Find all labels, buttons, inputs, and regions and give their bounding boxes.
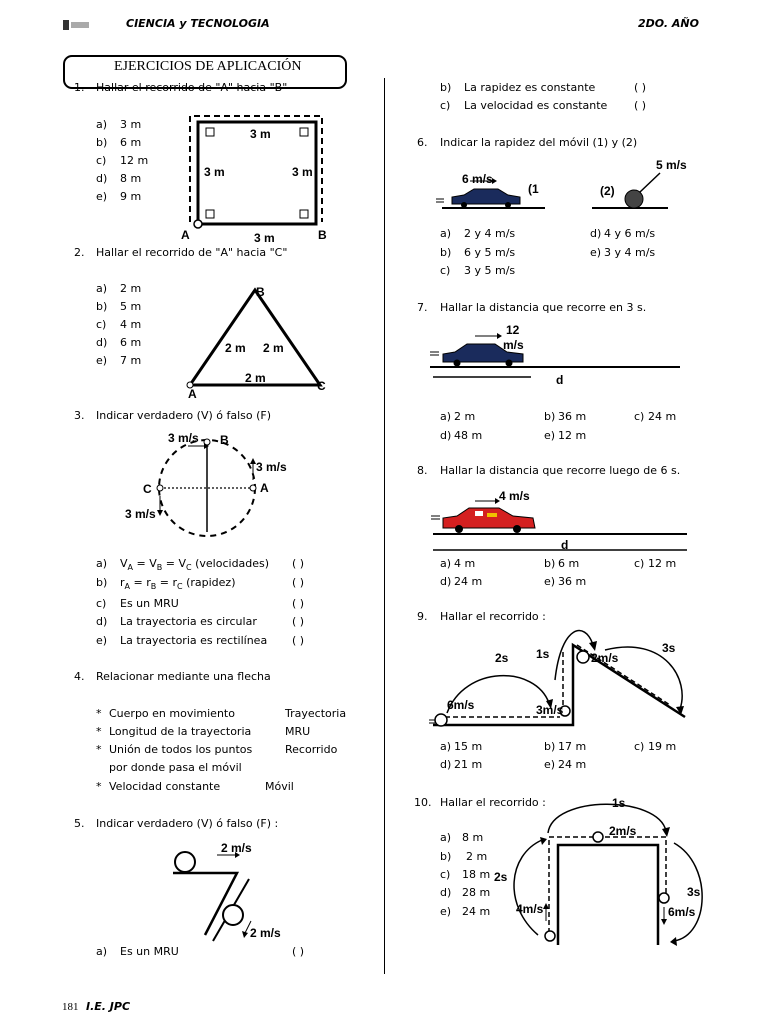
q10-text: Hallar el recorrido : bbox=[440, 796, 546, 809]
option-value: 3 y 4 m/s bbox=[604, 246, 656, 259]
item-text: Es un MRU bbox=[120, 597, 179, 610]
option-label: c) bbox=[96, 318, 107, 331]
option-value: 4 m bbox=[120, 318, 142, 331]
answer-blank[interactable]: ( ) bbox=[634, 81, 647, 94]
match-right-item[interactable]: Recorrido bbox=[285, 743, 338, 756]
answer-blank[interactable]: ( ) bbox=[292, 576, 305, 589]
footer bbox=[62, 1000, 130, 1013]
q9-time-1: 2s bbox=[495, 651, 509, 665]
page-number: 181 bbox=[62, 1001, 79, 1013]
bullet: * bbox=[96, 743, 102, 756]
option-label: a) bbox=[440, 831, 452, 844]
q8-number: 8. bbox=[417, 464, 428, 477]
option-label: d) bbox=[590, 227, 602, 240]
option-label: a) bbox=[440, 740, 452, 753]
q5-seven-figure bbox=[165, 835, 295, 945]
match-left-item[interactable]: Velocidad constante bbox=[109, 780, 221, 793]
school-logo bbox=[62, 17, 92, 31]
q2-point-a: A bbox=[188, 387, 197, 401]
bullet: * bbox=[96, 780, 102, 793]
answer-blank[interactable]: ( ) bbox=[292, 634, 305, 647]
q10-figure bbox=[488, 795, 713, 955]
option-label: b) bbox=[544, 557, 556, 570]
q6-ball-speed: 5 m/s bbox=[656, 158, 687, 172]
car-icon bbox=[452, 189, 520, 208]
q2-point-c: C bbox=[317, 379, 326, 393]
q2-base-label: 2 m bbox=[245, 371, 266, 385]
item-text: $V_A = V_B = V_C$ (velocidades) bbox=[120, 557, 270, 573]
option-label: e) bbox=[544, 758, 556, 771]
item-label: b) bbox=[440, 81, 452, 94]
q8-figure bbox=[425, 484, 695, 554]
q9-speed-0: 6m/s bbox=[447, 698, 475, 712]
option-value: 4 m bbox=[454, 557, 476, 570]
q1-point-a: A bbox=[181, 228, 190, 242]
option-value: 4 y 6 m/s bbox=[604, 227, 656, 240]
match-right-item[interactable]: MRU bbox=[285, 725, 311, 738]
q6-car-speed: 6 m/s bbox=[462, 172, 493, 186]
match-right-item[interactable]: Trayectoria bbox=[285, 707, 347, 720]
option-label: a) bbox=[440, 227, 452, 240]
item-text: La trayectoria es rectilínea bbox=[120, 634, 268, 647]
option-label: a) bbox=[440, 557, 452, 570]
option-label: a) bbox=[440, 410, 452, 423]
q10-time-3: 3s bbox=[687, 885, 701, 899]
match-left-item[interactable]: Longitud de la trayectoria bbox=[109, 725, 252, 738]
option-value: 21 m bbox=[454, 758, 483, 771]
bullet: * bbox=[96, 707, 102, 720]
item-label: c) bbox=[440, 99, 451, 112]
match-left-item[interactable]: Cuerpo en movimiento bbox=[109, 707, 235, 720]
option-label: e) bbox=[544, 575, 556, 588]
option-value: 9 m bbox=[120, 190, 142, 203]
option-value: 18 m bbox=[462, 868, 491, 881]
option-label: c) bbox=[634, 740, 645, 753]
q9-text: Hallar el recorrido : bbox=[440, 610, 546, 623]
q7-figure bbox=[425, 318, 685, 390]
item-text: Es un MRU bbox=[120, 945, 179, 958]
q1-number: 1. bbox=[74, 81, 85, 94]
option-value: 17 m bbox=[558, 740, 587, 753]
option-label: a) bbox=[96, 282, 108, 295]
q3-point-c: C bbox=[143, 482, 152, 496]
option-label: c) bbox=[440, 264, 451, 277]
option-value: 12 m bbox=[120, 154, 149, 167]
bullet: * bbox=[96, 725, 102, 738]
q6-figure bbox=[430, 155, 687, 220]
item-text: La rapidez es constante bbox=[464, 81, 596, 94]
option-label: b) bbox=[544, 740, 556, 753]
option-value: 36 m bbox=[558, 410, 587, 423]
option-value: 36 m bbox=[558, 575, 587, 588]
item-label: b) bbox=[96, 576, 108, 589]
q2-text: Hallar el recorrido de "A" hacia "C" bbox=[96, 246, 288, 259]
q8-text: Hallar la distancia que recorre luego de 6 s. bbox=[440, 464, 681, 477]
q2-triangle-figure bbox=[175, 280, 335, 405]
q10-speed-2: 6m/s bbox=[668, 905, 696, 919]
q1-bottom-label: 3 m bbox=[254, 231, 275, 245]
match-right-item[interactable]: Móvil bbox=[265, 780, 294, 793]
option-value: 12 m bbox=[558, 429, 587, 442]
item-label: a) bbox=[96, 945, 108, 958]
option-value: 24 m bbox=[454, 575, 483, 588]
option-label: d) bbox=[96, 336, 108, 349]
q5-number: 5. bbox=[74, 817, 85, 830]
option-value: 19 m bbox=[648, 740, 677, 753]
option-label: b) bbox=[96, 300, 108, 313]
option-label: b) bbox=[544, 410, 556, 423]
q2-point-b: B bbox=[256, 285, 265, 299]
grade-label: 2DO. AÑO bbox=[638, 17, 699, 30]
q2-left-label: 2 m bbox=[225, 341, 246, 355]
q3-left-speed: 3 m/s bbox=[125, 507, 156, 521]
item-label: e) bbox=[96, 634, 108, 647]
option-value: 8 m bbox=[120, 172, 142, 185]
option-value: 6 m bbox=[120, 136, 142, 149]
option-value: 6 m bbox=[120, 336, 142, 349]
option-value: 6 y 5 m/s bbox=[464, 246, 516, 259]
q4-number: 4. bbox=[74, 670, 85, 683]
q1-point-b: B bbox=[318, 228, 327, 242]
q6-label-1: (1 bbox=[528, 182, 539, 196]
option-label: d) bbox=[440, 886, 452, 899]
option-value: 2 m bbox=[466, 850, 488, 863]
q9-speed-2: 3m/s bbox=[536, 703, 564, 717]
option-value: 12 m bbox=[648, 557, 677, 570]
q3-point-b: B bbox=[220, 433, 229, 447]
q9-time-3: 3s bbox=[662, 641, 676, 655]
option-value: 24 m bbox=[648, 410, 677, 423]
q1-square-path-figure bbox=[170, 110, 340, 245]
q6-number: 6. bbox=[417, 136, 428, 149]
option-value: 2 m bbox=[454, 410, 476, 423]
option-label: c) bbox=[634, 557, 645, 570]
option-value: 24 m bbox=[558, 758, 587, 771]
option-value: 2 y 4 m/s bbox=[464, 227, 516, 240]
q8-speed: 4 m/s bbox=[499, 489, 530, 503]
option-value: 7 m bbox=[120, 354, 142, 367]
item-text: La velocidad es constante bbox=[464, 99, 608, 112]
q7-distance-label: d bbox=[556, 373, 564, 387]
q2-right-label: 2 m bbox=[263, 341, 284, 355]
option-label: e) bbox=[96, 354, 108, 367]
option-label: b) bbox=[96, 136, 108, 149]
column-divider bbox=[384, 78, 385, 974]
option-value: 15 m bbox=[454, 740, 483, 753]
q9-time-2: 1s bbox=[536, 647, 550, 661]
q1-text: Hallar el recorrido de "A" hacia "B" bbox=[96, 81, 288, 94]
q10-speed-0: 4m/s bbox=[516, 902, 544, 916]
q1-right-label: 3 m bbox=[292, 165, 313, 179]
q3-number: 3. bbox=[74, 409, 85, 422]
option-label: d) bbox=[440, 429, 452, 442]
option-value: 5 m bbox=[120, 300, 142, 313]
q7-text: Hallar la distancia que recorre en 3 s. bbox=[440, 301, 647, 314]
q6-label-2: (2) bbox=[600, 184, 615, 198]
q3-text: Indicar verdadero (V) ó falso (F) bbox=[96, 409, 272, 422]
option-label: b) bbox=[440, 850, 452, 863]
option-label: b) bbox=[440, 246, 452, 259]
q3-point-a: A bbox=[260, 481, 269, 495]
option-label: e) bbox=[590, 246, 602, 259]
option-value: 3 m bbox=[120, 118, 142, 131]
option-label: e) bbox=[440, 905, 452, 918]
answer-blank[interactable]: ( ) bbox=[292, 557, 305, 570]
q9-number: 9. bbox=[417, 610, 428, 623]
option-label: e) bbox=[96, 190, 108, 203]
option-value: 3 y 5 m/s bbox=[464, 264, 516, 277]
option-label: a) bbox=[96, 118, 108, 131]
answer-blank[interactable]: ( ) bbox=[634, 99, 647, 112]
q8-distance-label: d bbox=[561, 538, 569, 552]
q5-text: Indicar verdadero (V) ó falso (F) : bbox=[96, 817, 279, 830]
q9-figure bbox=[425, 625, 695, 735]
q5-speed-bottom: 2 m/s bbox=[250, 926, 281, 940]
answer-blank[interactable]: ( ) bbox=[292, 945, 305, 958]
option-label: c) bbox=[634, 410, 645, 423]
q2-number: 2. bbox=[74, 246, 85, 259]
q7-number: 7. bbox=[417, 301, 428, 314]
item-label: a) bbox=[96, 557, 108, 570]
match-left-item-cont: por donde pasa el móvil bbox=[109, 761, 242, 774]
logo-icon bbox=[62, 18, 92, 32]
school-name: I.E. JPC bbox=[86, 1000, 131, 1013]
q3-right-speed: 3 m/s bbox=[256, 460, 287, 474]
answer-blank[interactable]: ( ) bbox=[292, 597, 305, 610]
match-left-item[interactable]: Unión de todos los puntos bbox=[109, 743, 253, 756]
section-title: EJERCICIOS DE APLICACIÓN bbox=[114, 59, 302, 74]
option-label: d) bbox=[440, 575, 452, 588]
q9-speed-1: 2m/s bbox=[591, 651, 619, 665]
q5-speed-top: 2 m/s bbox=[221, 841, 252, 855]
option-label: d) bbox=[96, 172, 108, 185]
subject-title: CIENCIA y TECNOLOGIA bbox=[126, 17, 270, 30]
q1-top-label: 3 m bbox=[250, 127, 271, 141]
q7-speed-value: 12 bbox=[506, 323, 520, 337]
q3-circle-figure bbox=[120, 428, 300, 538]
option-value: 48 m bbox=[454, 429, 483, 442]
q7-speed-unit: m/s bbox=[503, 338, 524, 352]
q6-text: Indicar la rapidez del móvil (1) y (2) bbox=[440, 136, 638, 149]
q10-speed-1: 2m/s bbox=[609, 824, 637, 838]
option-value: 6 m bbox=[558, 557, 580, 570]
race-car-icon bbox=[443, 508, 535, 533]
q3-top-speed: 3 m/s bbox=[168, 431, 199, 445]
option-value: 28 m bbox=[462, 886, 491, 899]
option-label: e) bbox=[544, 429, 556, 442]
option-label: c) bbox=[96, 154, 107, 167]
answer-blank[interactable]: ( ) bbox=[292, 615, 305, 628]
option-label: c) bbox=[440, 868, 451, 881]
q1-left-label: 3 m bbox=[204, 165, 225, 179]
option-value: 8 m bbox=[462, 831, 484, 844]
option-value: 24 m bbox=[462, 905, 491, 918]
item-text: $r_A = r_B = r_C$ (rapidez) bbox=[120, 576, 236, 592]
option-label: d) bbox=[440, 758, 452, 771]
item-text: La trayectoria es circular bbox=[120, 615, 257, 628]
option-value: 2 m bbox=[120, 282, 142, 295]
q10-time-2: 2s bbox=[494, 870, 508, 884]
q4-text: Relacionar mediante una flecha bbox=[96, 670, 271, 683]
item-label: d) bbox=[96, 615, 108, 628]
q10-number: 10. bbox=[414, 796, 432, 809]
item-label: c) bbox=[96, 597, 107, 610]
q10-time-1: 1s bbox=[612, 796, 626, 810]
